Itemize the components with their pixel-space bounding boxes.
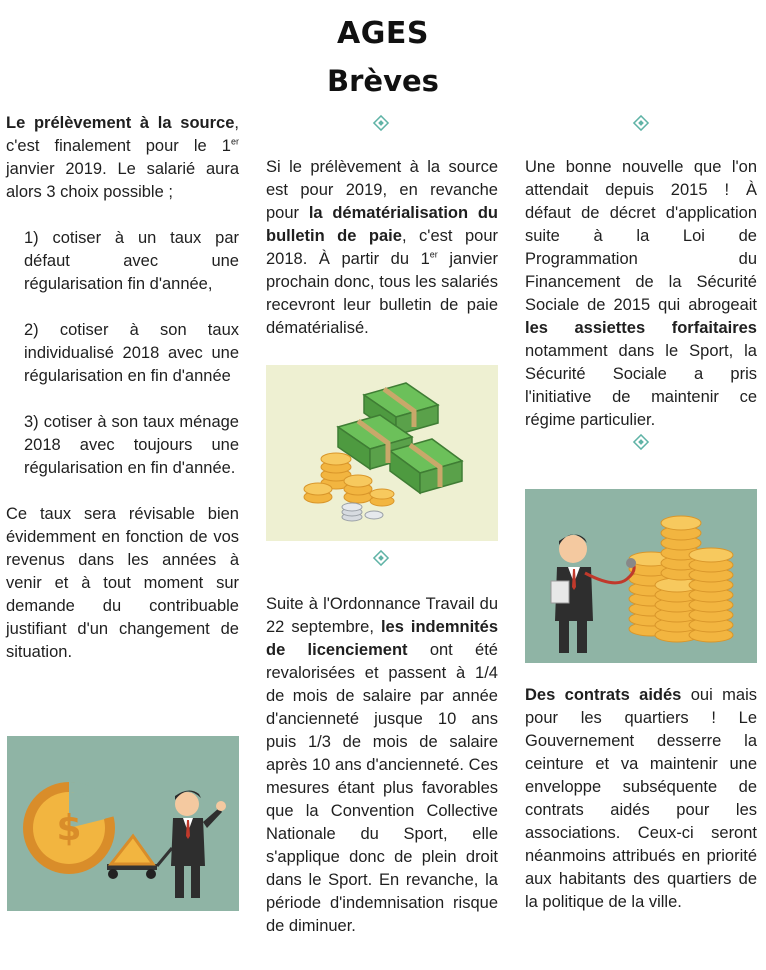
superscript: er <box>429 249 438 260</box>
highlight-contrats: Des contrats aidés <box>525 686 682 704</box>
paragraph-indemnites <box>266 593 498 938</box>
paragraph-assiettes <box>525 156 757 432</box>
text: , c'est finalement pour le 1 <box>6 114 239 155</box>
svg-text:$: $ <box>56 808 82 849</box>
money-stacks-illustration <box>266 365 498 541</box>
highlight-assiettes: les assiettes forfaitaires <box>525 319 757 337</box>
diamond-ornament-icon <box>372 549 390 567</box>
column-2 <box>266 156 498 340</box>
text: Suite à l'Ordonnance Travail du 22 septembre, <box>266 595 498 636</box>
paragraph-dematerialisation <box>266 156 498 340</box>
list-item: 3) cotiser à son taux ménage 2018 avec toujours une régularisation en fin d'année. <box>24 413 239 477</box>
diamond-ornament-icon <box>632 433 650 451</box>
coin-businessman-illustration <box>7 736 239 911</box>
paragraph-contrats <box>525 684 757 914</box>
text: ont été revalorisées et passent à 1/4 de mois de salaire par année d'ancienneté jusque 10 ans puis 1/3 de mois de salaire après 10 ans d'ancienneté. Ces mesures étant plus favorables que la Convention Collective Nationale du Sport, elle s'applique donc de plein droit dans le Sport. En revanche, la période d'indemnisation risque de diminuer. <box>266 641 498 935</box>
text: , c'est pour 2018. À partir du 1 <box>266 227 498 268</box>
text: janvier 2019. Le salarié aura alors 3 choix possible ; <box>6 160 239 201</box>
text: janvier prochain donc, tous les salariés recevront leur bulletin de paie dématérialisé. <box>266 250 498 337</box>
column-3 <box>525 156 757 432</box>
superscript: er <box>230 136 239 147</box>
column-2-lower <box>266 593 498 938</box>
highlight-prelevement: Le prélèvement à la source <box>6 114 235 132</box>
text: Une bonne nouvelle que l'on attendait depuis 2015 ! À défaut de décret d'application suite à la Loi de Programmation du Financement de la Sécurité Sociale de 2015 qui abrogeait <box>525 158 757 314</box>
list-item: 2) cotiser à son taux individualisé 2018 avec une régularisation en fin d'année <box>24 321 239 385</box>
diamond-ornament-icon <box>632 114 650 132</box>
page-subtitle: Brèves <box>327 64 439 98</box>
paragraph-prelevement <box>6 112 239 204</box>
column-3-lower <box>525 684 757 914</box>
diamond-ornament-icon <box>372 114 390 132</box>
coins-stethoscope-illustration <box>525 489 757 663</box>
text: notamment dans le Sport, la Sécurité Sociale a pris l'initiative de maintenir ce régime particulier. <box>525 342 757 429</box>
page-title: AGES <box>337 16 429 51</box>
list-item: 1) cotiser à un taux par défaut avec une régularisation fin d'année, <box>24 229 239 293</box>
column-1 <box>6 112 239 664</box>
paragraph-taux: Ce taux sera révisable bien évidemment en fonction de vos revenus dans les années à venir et à tout moment sur demande du contribuable justifiant d'un changement de situation. <box>6 505 239 661</box>
text: Si le prélèvement à la source est pour 2019, en revanche pour <box>266 158 498 222</box>
highlight-indemnites: les indemnités de licenciement <box>266 618 498 659</box>
text: oui mais pour les quartiers ! Le Gouvernement desserre la ceinture et va maintenir une enveloppe subséquente de contrats aidés pour les associations. Ceux-ci seront néanmoins attribués en priorité aux habitants des quartiers de la politique de la ville. <box>525 686 758 911</box>
highlight-dematerialisation: la dématérialisation du bulletin de paie <box>266 204 498 245</box>
